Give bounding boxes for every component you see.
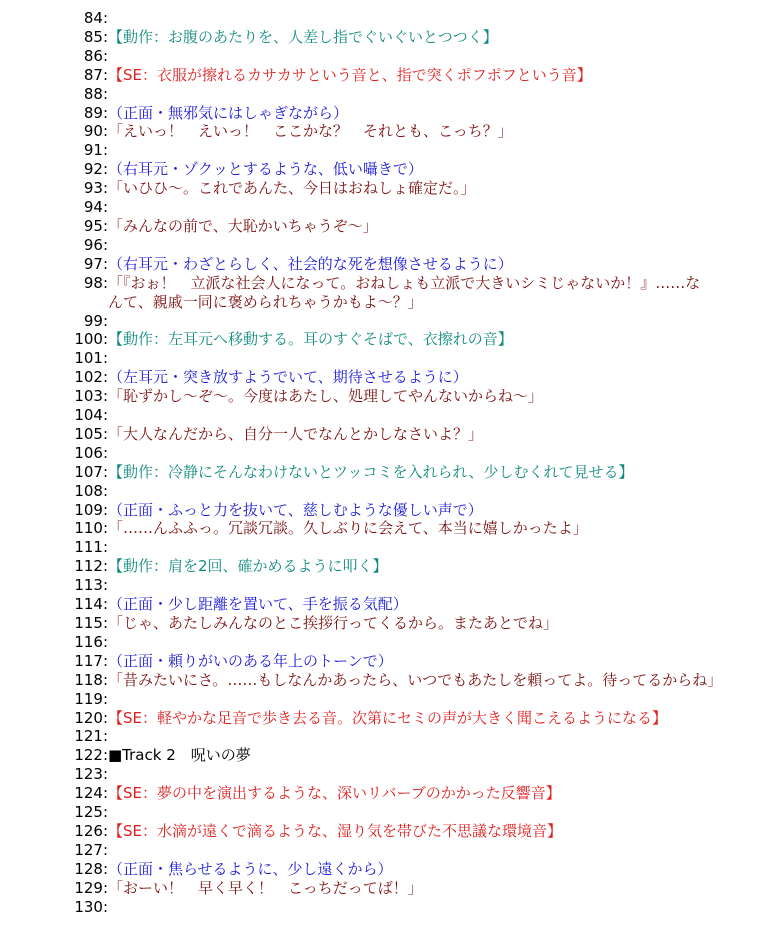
script-line xyxy=(0,217,777,236)
script-line xyxy=(0,482,777,501)
line-number: 87: xyxy=(83,65,108,84)
script-line xyxy=(0,557,777,576)
track-heading: ■Track 2 呪いの夢 xyxy=(108,746,251,765)
script-line xyxy=(0,652,777,671)
line-number: 116: xyxy=(74,632,108,651)
line-number: 98: xyxy=(83,273,108,292)
dialogue-line: 「大人なんだから、自分一人でなんとかしなさいよ？」 xyxy=(108,424,484,443)
line-number: 120: xyxy=(74,708,108,727)
line-number: 111: xyxy=(74,538,108,557)
script-line xyxy=(0,9,777,28)
script-line xyxy=(0,538,777,557)
line-number: 97: xyxy=(83,254,108,273)
script-line xyxy=(0,47,777,66)
sound-effect-cue: 【SE：水滴が遠くで滴るような、湿り気を帯びた不思議な環境音】 xyxy=(108,821,563,840)
dialogue-line: 「えいっ！ えいっ！ ここかな？ それとも、こっち？」 xyxy=(108,122,513,141)
line-number: 101: xyxy=(74,349,108,368)
script-line xyxy=(0,633,777,652)
sound-effect-cue: 【SE：衣服が擦れるカサカサという音と、指で突くポフポフという音】 xyxy=(108,65,592,84)
script-line xyxy=(0,822,777,841)
action-cue: 【動作：左耳元へ移動する。耳のすぐそばで、衣擦れの音】 xyxy=(108,330,513,349)
script-line xyxy=(0,406,777,425)
line-number: 114: xyxy=(74,595,108,614)
line-number: 130: xyxy=(74,897,108,916)
line-number: 119: xyxy=(74,689,108,708)
line-number: 90: xyxy=(83,122,108,141)
stage-direction: （正面・頼りがいのある年上のトーンで） xyxy=(108,651,393,670)
line-number: 84: xyxy=(83,9,108,27)
stage-direction: （正面・焦らせるように、少し遠くから） xyxy=(108,859,393,878)
line-number: 86: xyxy=(83,46,108,65)
line-number: 89: xyxy=(83,103,108,122)
stage-direction: （正面・ふっと力を抜いて、慈しむような優しい声で） xyxy=(108,500,483,519)
script-line xyxy=(0,312,777,331)
sound-effect-cue: 【SE：軽やかな足音で歩き去る音。次第にセミの声が大きく聞こえるようになる】 xyxy=(108,708,668,727)
script-line xyxy=(0,501,777,520)
line-number: 96: xyxy=(83,235,108,254)
line-number: 127: xyxy=(74,840,108,859)
script-line xyxy=(0,784,777,803)
script-line xyxy=(0,141,777,160)
action-cue: 【動作：冷静にそんなわけないとツッコミを入れられ、少しむくれて見せる】 xyxy=(108,462,634,481)
line-number: 106: xyxy=(74,443,108,462)
line-number: 121: xyxy=(74,727,108,746)
line-number: 123: xyxy=(74,765,108,784)
line-number: 112: xyxy=(74,557,108,576)
stage-direction: （右耳元・ゾクッとするような、低い囁きで） xyxy=(108,160,423,179)
script-line xyxy=(0,85,777,104)
script-line xyxy=(0,595,777,614)
script-line xyxy=(0,690,777,709)
stage-direction: （左耳元・突き放すようでいて、期待させるように） xyxy=(108,368,468,387)
line-number: 88: xyxy=(83,84,108,103)
script-line xyxy=(0,879,777,898)
line-number: 91: xyxy=(83,141,108,160)
line-number: 109: xyxy=(74,500,108,519)
line-number: 100: xyxy=(74,330,108,349)
line-number: 129: xyxy=(74,878,108,897)
script-line xyxy=(0,727,777,746)
sound-effect-cue: 【SE：夢の中を演出するような、深いリバーブのかかった反響音】 xyxy=(108,784,561,803)
script-line xyxy=(0,66,777,85)
line-number: 125: xyxy=(74,803,108,822)
script-line xyxy=(0,330,777,349)
line-number: 115: xyxy=(74,614,108,632)
script-line xyxy=(0,160,777,179)
line-number: 103: xyxy=(74,387,108,406)
dialogue-line: 「昔みたいにさ。……もしなんかあったら、いつでもあたしを頼ってよ。待ってるからね」 xyxy=(108,670,723,689)
line-number: 128: xyxy=(74,859,108,878)
line-number: 126: xyxy=(74,821,108,840)
line-number: 117: xyxy=(74,651,108,670)
action-cue: 【動作：肩を2回、確かめるように叩く】 xyxy=(108,557,388,576)
line-number: 110: xyxy=(74,519,108,538)
line-number: 124: xyxy=(74,784,108,803)
script-line xyxy=(0,576,777,595)
script-line xyxy=(0,463,777,482)
script-line xyxy=(0,860,777,879)
stage-direction: （正面・無邪気にはしゃぎながら） xyxy=(108,103,349,122)
script-line xyxy=(0,179,777,198)
line-number: 108: xyxy=(74,481,108,500)
script-line xyxy=(0,765,777,784)
line-number: 85: xyxy=(83,27,108,46)
script-line xyxy=(0,746,777,765)
script-line xyxy=(0,274,777,312)
line-number: 92: xyxy=(83,160,108,179)
dialogue-line: 「いひひ～。これであんた、今日はおねしょ確定だ。」 xyxy=(108,179,476,198)
script-line xyxy=(0,803,777,822)
line-number: 105: xyxy=(74,424,108,443)
dialogue-line: 「みんなの前で、大恥かいちゃうぞ～」 xyxy=(108,216,378,235)
line-number: 93: xyxy=(83,179,108,198)
script-line xyxy=(0,368,777,387)
line-number: 122: xyxy=(74,746,108,765)
script-line xyxy=(0,122,777,141)
dialogue-line: 「恥ずかし～ぞ～。今度はあたし、処理してやんないからね～」 xyxy=(108,387,544,406)
script-line xyxy=(0,387,777,406)
line-number: 94: xyxy=(83,198,108,217)
script-line xyxy=(0,425,777,444)
script-line xyxy=(0,255,777,274)
line-number: 113: xyxy=(74,576,108,595)
line-number: 99: xyxy=(83,311,108,330)
script-document xyxy=(0,9,777,917)
script-line xyxy=(0,444,777,463)
script-line xyxy=(0,198,777,217)
line-number: 107: xyxy=(74,462,108,481)
dialogue-line: 「おーい！ 早く早く！ こっちだってば！」 xyxy=(108,878,423,897)
script-line xyxy=(0,104,777,123)
action-cue: 【動作：お腹のあたりを、人差し指でぐいぐいとつつく】 xyxy=(108,27,498,46)
script-line xyxy=(0,349,777,368)
dialogue-line: 「……んふふっ。冗談冗談。久しぶりに会えて、本当に嬉しかったよ」 xyxy=(108,519,588,538)
dialogue-line: 「『おぉ！ 立派な社会人になって。おねしょも立派で大きいシミじゃないか！』……なんて、親戚一同に褒められちゃうかもよ～？」 xyxy=(108,273,701,311)
script-line xyxy=(0,898,777,917)
script-line xyxy=(0,671,777,690)
line-number: 104: xyxy=(74,406,108,425)
line-number: 95: xyxy=(83,216,108,235)
script-line xyxy=(0,28,777,47)
dialogue-line: 「じゃ、あたしみんなのとこ挨拶行ってくるから。またあとでね」 xyxy=(108,614,559,632)
line-number: 118: xyxy=(74,670,108,689)
stage-direction: （右耳元・わざとらしく、社会的な死を想像させるように） xyxy=(108,254,513,273)
script-line xyxy=(0,519,777,538)
line-number: 102: xyxy=(74,368,108,387)
stage-direction: （正面・少し距離を置いて、手を振る気配） xyxy=(108,595,408,614)
script-line xyxy=(0,236,777,255)
script-line xyxy=(0,709,777,728)
script-line xyxy=(0,841,777,860)
script-line xyxy=(0,614,777,633)
